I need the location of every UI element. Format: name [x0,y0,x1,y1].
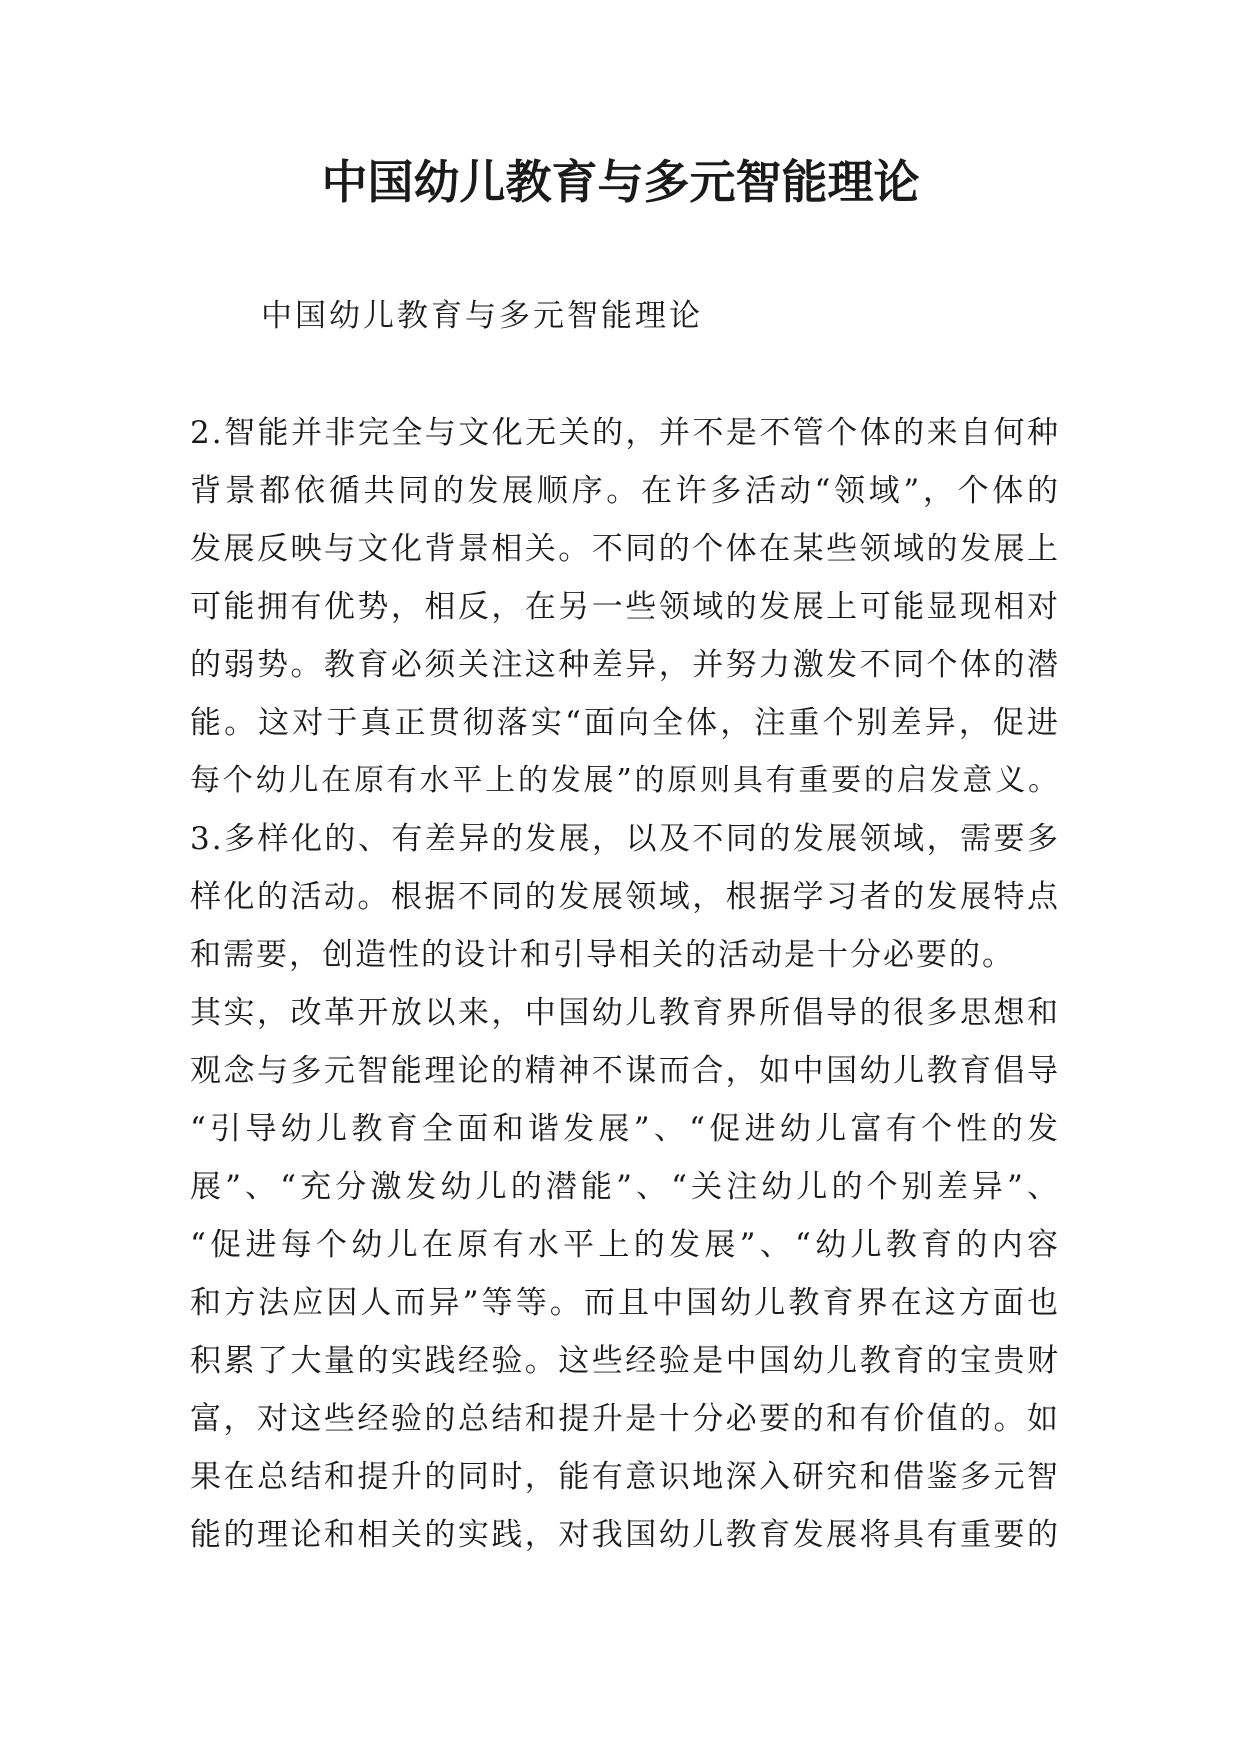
body-line: 观念与多元智能理论的精神不谋而合，如中国幼儿教育倡导 [190,1053,1060,1089]
body-line: 的弱势。教育必须关注这种差异，并努力激发不同个体的潜 [190,647,1060,683]
document-body [190,404,1060,1564]
document-title: 中国幼儿教育与多元智能理论 [321,155,920,209]
body-line: “促进每个幼儿在原有水平上的发展”、“幼儿教育的内容 [190,1227,1060,1263]
body-line: 2.智能并非完全与文化无关的，并不是不管个体的来自何种 [190,415,1060,451]
body-line: 果在总结和提升的同时，能有意识地深入研究和借鉴多元智 [190,1459,1060,1495]
body-line: 和方法应因人而异”等等。而且中国幼儿教育界在这方面也 [190,1285,1060,1321]
body-line: 3.多样化的、有差异的发展，以及不同的发展领域，需要多 [190,821,1060,857]
document-subtitle: 中国幼儿教育与多元智能理论 [261,298,703,334]
body-line: 背景都依循共同的发展顺序。在许多活动“领域”，个体的 [190,473,1060,509]
body-line: 富，对这些经验的总结和提升是十分必要的和有价值的。如 [190,1401,1060,1437]
body-line: 能的理论和相关的实践，对我国幼儿教育发展将具有重要的 [190,1517,1060,1553]
body-line: 发展反映与文化背景相关。不同的个体在某些领域的发展上 [190,531,1060,567]
body-line: 能。这对于真正贯彻落实“面向全体，注重个别差异，促进 [190,705,1060,741]
body-line: 积累了大量的实践经验。这些经验是中国幼儿教育的宝贵财 [190,1343,1060,1379]
body-line: 样化的活动。根据不同的发展领域，根据学习者的发展特点 [190,879,1060,915]
body-line: 每个幼儿在原有水平上的发展”的原则具有重要的启发意义。 [190,763,1060,798]
body-line: 展”、“充分激发幼儿的潜能”、“关注幼儿的个别差异”、 [190,1169,1060,1205]
body-line: 可能拥有优势，相反，在另一些领域的发展上可能显现相对 [190,589,1060,625]
body-line: 其实，改革开放以来，中国幼儿教育界所倡导的很多思想和 [190,995,1060,1031]
body-line: 和需要，创造性的设计和引导相关的活动是十分必要的。 [190,937,1015,973]
body-line: “引导幼儿教育全面和谐发展”、“促进幼儿富有个性的发 [190,1111,1060,1147]
